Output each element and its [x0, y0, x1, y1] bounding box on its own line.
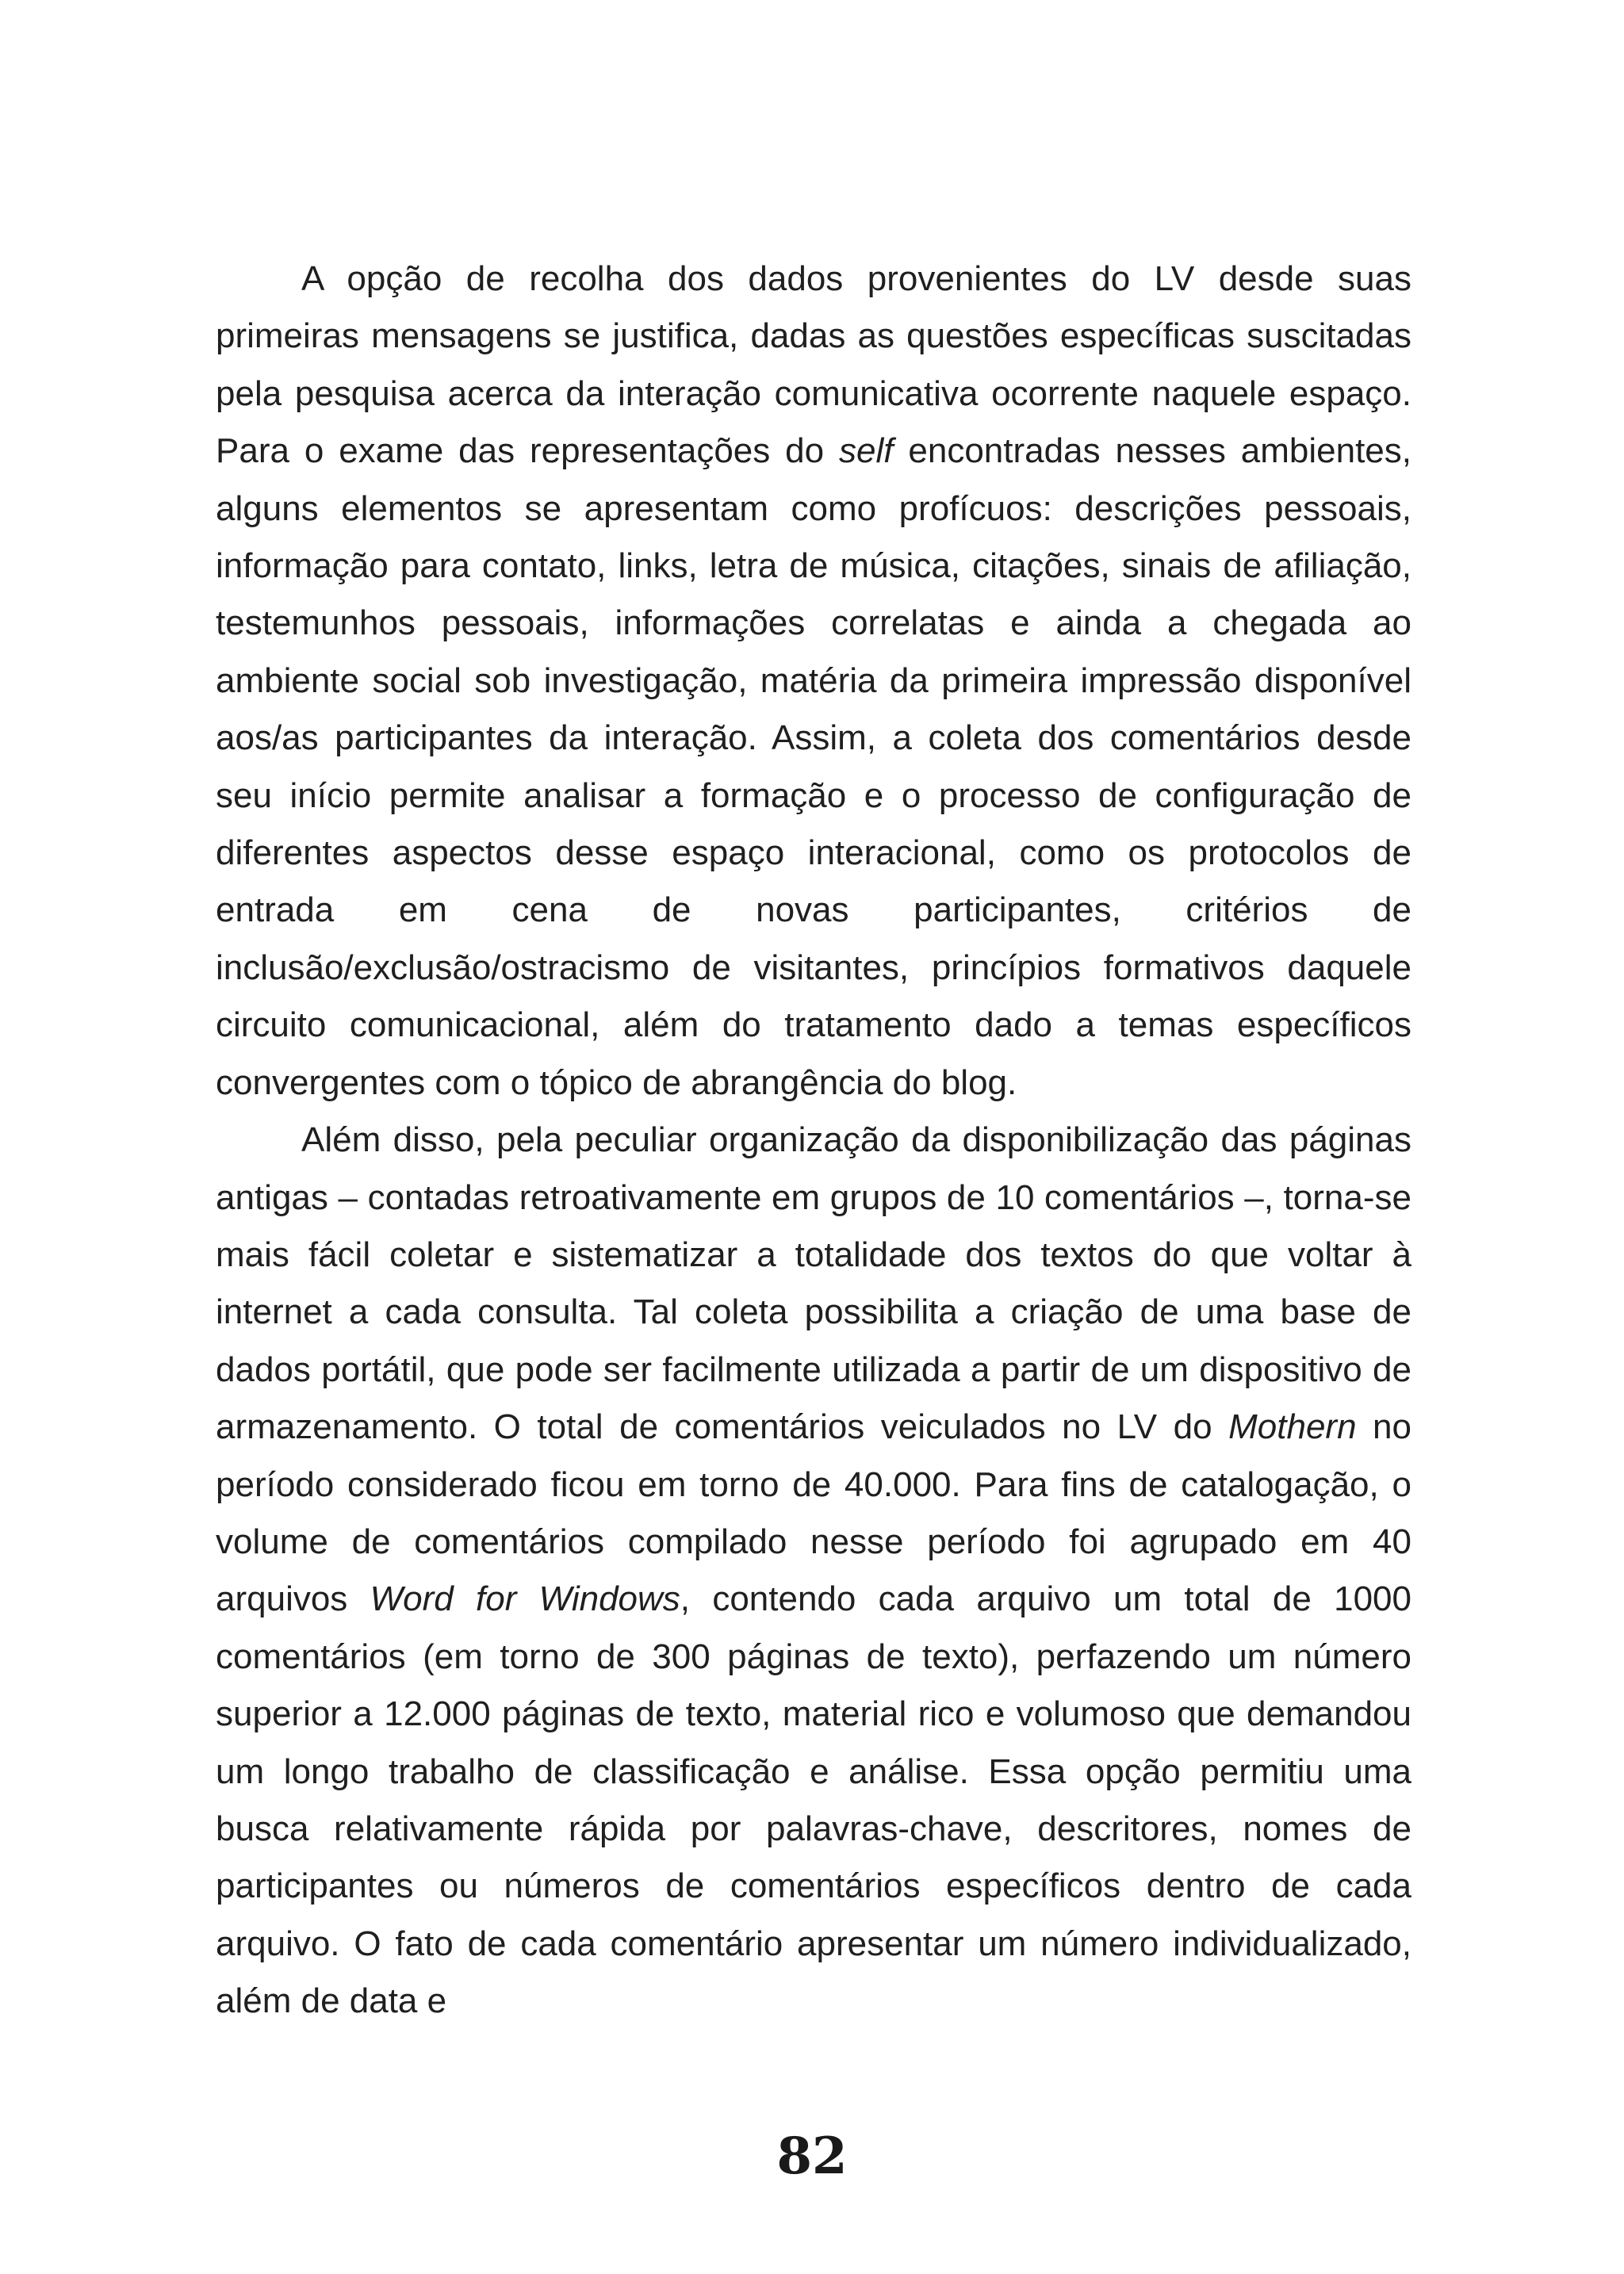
paragraph-segment: Além disso, pela peculiar organização da disponibilização das páginas antigas – contadas retroativamente em grupos de 10 comentários –, torna-se mais fácil coletar e sistematizar a totalidade dos textos do que voltar à internet a cada consulta. Tal coleta possibilita a criação de uma base de dados portátil, que pode ser facilmente utilizada a partir de um dispositivo de armazenamento. O total de comentários veiculados no LV do [216, 1120, 1411, 1447]
paragraph-segment: encontradas nesses ambientes, alguns elementos se apresentam como profícuos: descrições pessoais, informação para contato, links, letra de música, citações, sinais de afiliação, testemunhos pessoais, informações correlatas e ainda a chegada ao ambiente social sob investigação, matéria da primeira impressão disponível aos/as participantes da interação. Assim, a coleta dos comentários desde seu início permite analisar a formação e o processo de configuração de diferentes aspectos desse espaço interacional, como os protocolos de entrada em cena de novas participantes, critérios de inclusão/exclusão/ostracismo de visitantes, princípios formativos daquele circuito comunicacional, além do tratamento dado a temas específicos convergentes com o tópico de abrangência do blog. [216, 431, 1411, 1102]
paragraph-segment: no período considerado ficou em torno de 40.000. Para fins de catalogação, o volume de comentários compilado nesse período foi agrupado em 40 arquivos [216, 1407, 1412, 1619]
paragraph [216, 251, 1411, 1112]
paragraph-segment: A opção de recolha dos dados provenientes do LV desde suas primeiras mensagens se justifica, dadas as questões específicas suscitadas pela pesquisa acerca da interação comunicativa ocorrente naquele espaço. Para o exame das representações do [216, 259, 1411, 471]
italic-term-mothern: Mothern [1228, 1407, 1357, 1447]
page-number: 82 [776, 2127, 848, 2186]
italic-term-word-for-windows: Word for Windows [370, 1579, 680, 1619]
paragraph-segment: , contendo cada arquivo um total de 1000 comentários (em torno de 300 páginas de texto), perfazendo um número superior a 12.000 páginas de texto, material rico e volumoso que demandou um longo trabalho de classificação e análise. Essa opção permitiu uma busca relativamente rápida por palavras-chave, descritores, nomes de participantes ou números de comentários específicos dentro de cada arquivo. O fato de cada comentário apresentar um número individualizado, além de data e [216, 1579, 1411, 2021]
body-text [216, 251, 1411, 2031]
italic-term-self: self [839, 431, 894, 471]
paragraph [216, 1112, 1411, 2031]
